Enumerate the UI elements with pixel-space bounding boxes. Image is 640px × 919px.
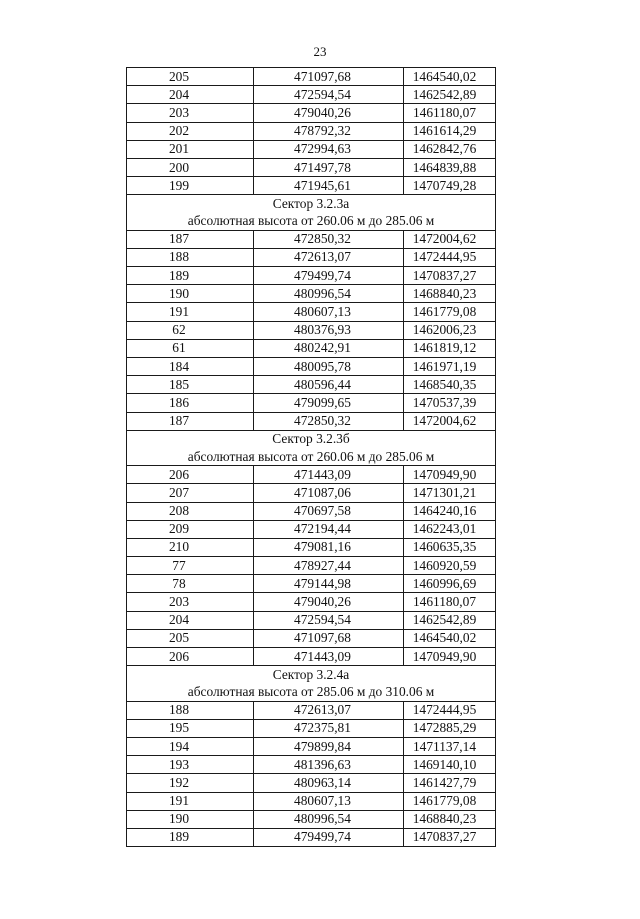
table-row — [127, 285, 496, 303]
y-coordinate-cell: 1460635,35 — [404, 538, 496, 556]
x-coordinate-cell: 479144,98 — [254, 575, 404, 593]
y-coordinate-cell: 1464839,88 — [404, 158, 496, 176]
point-number-cell: 206 — [127, 466, 254, 484]
y-coordinate-cell: 1470749,28 — [404, 177, 496, 195]
y-coordinate-cell: 1461427,79 — [404, 774, 496, 792]
point-number-cell: 78 — [127, 575, 254, 593]
point-number-cell: 205 — [127, 68, 254, 86]
point-number-cell: 185 — [127, 376, 254, 394]
sector-altitude-range: абсолютная высота от 260.06 м до 285.06 м — [127, 448, 496, 466]
point-number-cell: 208 — [127, 502, 254, 520]
x-coordinate-cell: 478927,44 — [254, 557, 404, 575]
x-coordinate-cell: 479040,26 — [254, 593, 404, 611]
x-coordinate-cell: 471097,68 — [254, 629, 404, 647]
point-number-cell: 203 — [127, 104, 254, 122]
table-row — [127, 774, 496, 792]
table-row — [127, 810, 496, 828]
x-coordinate-cell: 479040,26 — [254, 104, 404, 122]
table-row — [127, 376, 496, 394]
x-coordinate-cell: 480095,78 — [254, 358, 404, 376]
point-number-cell: 200 — [127, 158, 254, 176]
point-number-cell: 188 — [127, 701, 254, 719]
table-row — [127, 484, 496, 502]
x-coordinate-cell: 479899,84 — [254, 737, 404, 755]
x-coordinate-cell: 472994,63 — [254, 140, 404, 158]
y-coordinate-cell: 1472444,95 — [404, 248, 496, 266]
y-coordinate-cell: 1472885,29 — [404, 719, 496, 737]
point-number-cell: 188 — [127, 248, 254, 266]
x-coordinate-cell: 471097,68 — [254, 68, 404, 86]
coordinates-table — [126, 67, 496, 847]
x-coordinate-cell: 479499,74 — [254, 828, 404, 846]
table-row — [127, 230, 496, 248]
table-row — [127, 86, 496, 104]
x-coordinate-cell: 471497,78 — [254, 158, 404, 176]
table-row — [127, 538, 496, 556]
x-coordinate-cell: 471945,61 — [254, 177, 404, 195]
point-number-cell: 202 — [127, 122, 254, 140]
point-number-cell: 193 — [127, 756, 254, 774]
sector-title: Сектор 3.2.3б — [127, 430, 496, 448]
point-number-cell: 62 — [127, 321, 254, 339]
table-row — [127, 611, 496, 629]
y-coordinate-cell: 1470949,90 — [404, 648, 496, 666]
y-coordinate-cell: 1468540,35 — [404, 376, 496, 394]
point-number-cell: 77 — [127, 557, 254, 575]
table-row — [127, 158, 496, 176]
point-number-cell: 184 — [127, 358, 254, 376]
x-coordinate-cell: 479099,65 — [254, 394, 404, 412]
y-coordinate-cell: 1462243,01 — [404, 520, 496, 538]
point-number-cell: 199 — [127, 177, 254, 195]
point-number-cell: 189 — [127, 828, 254, 846]
point-number-cell: 205 — [127, 629, 254, 647]
y-coordinate-cell: 1470537,39 — [404, 394, 496, 412]
x-coordinate-cell: 472850,32 — [254, 412, 404, 430]
x-coordinate-cell: 478792,32 — [254, 122, 404, 140]
x-coordinate-cell: 480242,91 — [254, 339, 404, 357]
table-row — [127, 177, 496, 195]
table-row — [127, 104, 496, 122]
table-row — [127, 557, 496, 575]
y-coordinate-cell: 1462542,89 — [404, 611, 496, 629]
point-number-cell: 187 — [127, 412, 254, 430]
point-number-cell: 187 — [127, 230, 254, 248]
point-number-cell: 195 — [127, 719, 254, 737]
sector-title-row — [127, 195, 496, 213]
table-row — [127, 828, 496, 846]
table-row — [127, 412, 496, 430]
y-coordinate-cell: 1469140,10 — [404, 756, 496, 774]
table-row — [127, 140, 496, 158]
y-coordinate-cell: 1460996,69 — [404, 575, 496, 593]
table-row — [127, 267, 496, 285]
table-row — [127, 629, 496, 647]
point-number-cell: 192 — [127, 774, 254, 792]
y-coordinate-cell: 1461614,29 — [404, 122, 496, 140]
table-row — [127, 648, 496, 666]
y-coordinate-cell: 1471137,14 — [404, 737, 496, 755]
x-coordinate-cell: 471443,09 — [254, 648, 404, 666]
point-number-cell: 206 — [127, 648, 254, 666]
y-coordinate-cell: 1464540,02 — [404, 68, 496, 86]
table-row — [127, 719, 496, 737]
table-row — [127, 358, 496, 376]
y-coordinate-cell: 1471301,21 — [404, 484, 496, 502]
sector-title-row — [127, 666, 496, 684]
point-number-cell: 207 — [127, 484, 254, 502]
y-coordinate-cell: 1461779,08 — [404, 792, 496, 810]
x-coordinate-cell: 480596,44 — [254, 376, 404, 394]
y-coordinate-cell: 1461180,07 — [404, 593, 496, 611]
point-number-cell: 210 — [127, 538, 254, 556]
sector-altitude-row — [127, 448, 496, 466]
x-coordinate-cell: 480607,13 — [254, 792, 404, 810]
table-row — [127, 321, 496, 339]
y-coordinate-cell: 1472004,62 — [404, 412, 496, 430]
table-row — [127, 792, 496, 810]
coordinates-table-body — [127, 68, 496, 847]
x-coordinate-cell: 480996,54 — [254, 285, 404, 303]
table-row — [127, 248, 496, 266]
x-coordinate-cell: 472194,44 — [254, 520, 404, 538]
y-coordinate-cell: 1468840,23 — [404, 810, 496, 828]
x-coordinate-cell: 472375,81 — [254, 719, 404, 737]
sector-title: Сектор 3.2.3а — [127, 195, 496, 213]
y-coordinate-cell: 1468840,23 — [404, 285, 496, 303]
x-coordinate-cell: 472613,07 — [254, 701, 404, 719]
point-number-cell: 194 — [127, 737, 254, 755]
point-number-cell: 190 — [127, 810, 254, 828]
table-row — [127, 303, 496, 321]
x-coordinate-cell: 472850,32 — [254, 230, 404, 248]
table-row — [127, 701, 496, 719]
x-coordinate-cell: 471087,06 — [254, 484, 404, 502]
y-coordinate-cell: 1470949,90 — [404, 466, 496, 484]
point-number-cell: 201 — [127, 140, 254, 158]
x-coordinate-cell: 479081,16 — [254, 538, 404, 556]
sector-title: Сектор 3.2.4а — [127, 666, 496, 684]
x-coordinate-cell: 472594,54 — [254, 86, 404, 104]
table-row — [127, 502, 496, 520]
point-number-cell: 204 — [127, 86, 254, 104]
point-number-cell: 209 — [127, 520, 254, 538]
sector-title-row — [127, 430, 496, 448]
x-coordinate-cell: 480996,54 — [254, 810, 404, 828]
point-number-cell: 61 — [127, 339, 254, 357]
point-number-cell: 189 — [127, 267, 254, 285]
table-row — [127, 466, 496, 484]
y-coordinate-cell: 1461819,12 — [404, 339, 496, 357]
point-number-cell: 191 — [127, 303, 254, 321]
y-coordinate-cell: 1460920,59 — [404, 557, 496, 575]
point-number-cell: 190 — [127, 285, 254, 303]
x-coordinate-cell: 481396,63 — [254, 756, 404, 774]
table-row — [127, 520, 496, 538]
y-coordinate-cell: 1472444,95 — [404, 701, 496, 719]
y-coordinate-cell: 1464240,16 — [404, 502, 496, 520]
y-coordinate-cell: 1461779,08 — [404, 303, 496, 321]
point-number-cell: 186 — [127, 394, 254, 412]
table-row — [127, 339, 496, 357]
sector-altitude-range: абсолютная высота от 260.06 м до 285.06 м — [127, 213, 496, 231]
y-coordinate-cell: 1461971,19 — [404, 358, 496, 376]
sector-altitude-row — [127, 213, 496, 231]
y-coordinate-cell: 1470837,27 — [404, 267, 496, 285]
x-coordinate-cell: 480376,93 — [254, 321, 404, 339]
y-coordinate-cell: 1462542,89 — [404, 86, 496, 104]
x-coordinate-cell: 472613,07 — [254, 248, 404, 266]
x-coordinate-cell: 471443,09 — [254, 466, 404, 484]
page-number: 23 — [313, 44, 327, 59]
table-row — [127, 575, 496, 593]
point-number-cell: 191 — [127, 792, 254, 810]
table-row — [127, 737, 496, 755]
x-coordinate-cell: 480607,13 — [254, 303, 404, 321]
sector-altitude-range: абсолютная высота от 285.06 м до 310.06 м — [127, 683, 496, 701]
y-coordinate-cell: 1461180,07 — [404, 104, 496, 122]
y-coordinate-cell: 1464540,02 — [404, 629, 496, 647]
y-coordinate-cell: 1462842,76 — [404, 140, 496, 158]
sector-altitude-row — [127, 683, 496, 701]
point-number-cell: 203 — [127, 593, 254, 611]
point-number-cell: 204 — [127, 611, 254, 629]
table-row — [127, 756, 496, 774]
y-coordinate-cell: 1472004,62 — [404, 230, 496, 248]
x-coordinate-cell: 472594,54 — [254, 611, 404, 629]
table-row — [127, 122, 496, 140]
y-coordinate-cell: 1462006,23 — [404, 321, 496, 339]
table-row — [127, 68, 496, 86]
table-row — [127, 593, 496, 611]
x-coordinate-cell: 480963,14 — [254, 774, 404, 792]
x-coordinate-cell: 470697,58 — [254, 502, 404, 520]
table-row — [127, 394, 496, 412]
x-coordinate-cell: 479499,74 — [254, 267, 404, 285]
y-coordinate-cell: 1470837,27 — [404, 828, 496, 846]
